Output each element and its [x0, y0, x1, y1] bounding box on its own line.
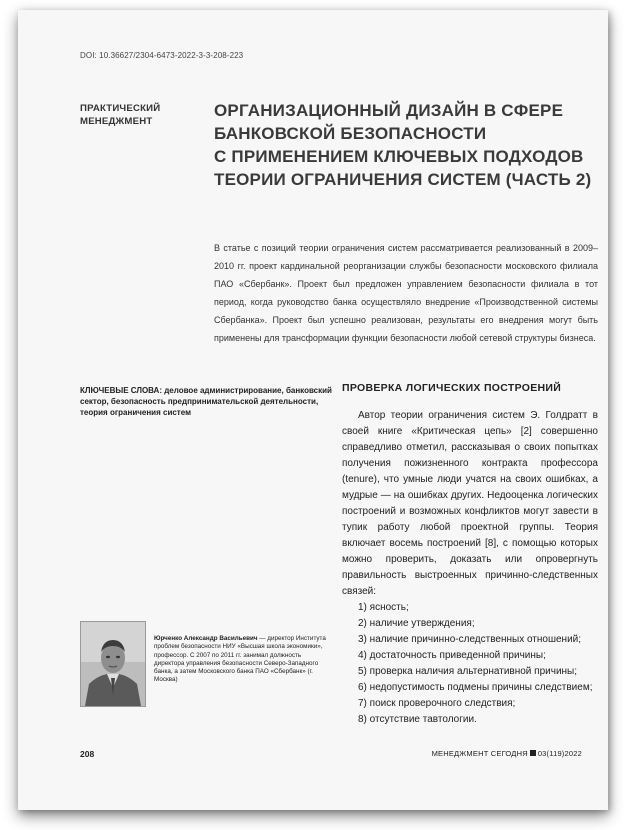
- body-paragraph: Автор теории ограничения систем Э. Голдратт в своей книге «Критическая цепь» [2] совершенно справедливо отметил, рассказывая о своих попытках получения пожизненного контракта профессора (tenure), что умные люди учатся на своих ошибках, а мудрые — на ошибках других. Недооценка логических построений и возможных конфликтов могут завести в тупик работу любой проектной группы. Теория включает восемь построений [8], с помощью которых можно проверить, доказать или опровергнуть правильность выстроенных причинно-следственных связей:: [342, 410, 598, 597]
- journal-name: МЕНЕДЖМЕНТ СЕГОДНЯ: [431, 749, 528, 758]
- list-item: 6) недопустимость подмены причины следствием;: [358, 682, 593, 693]
- author-portrait-icon: [81, 622, 145, 706]
- title-line: ТЕОРИИ ОГРАНИЧЕНИЯ СИСТЕМ (ЧАСТЬ 2): [214, 170, 592, 189]
- list-item: 7) поиск проверочного следствия;: [358, 698, 516, 709]
- article-title: [214, 99, 594, 191]
- square-separator-icon: [530, 750, 536, 756]
- journal-footer: [432, 749, 582, 758]
- keywords-label: КЛЮЧЕВЫЕ СЛОВА:: [80, 386, 162, 395]
- criteria-list: [342, 600, 598, 728]
- list-item: 3) наличие причинно-следственных отношений;: [358, 634, 582, 645]
- list-item: 5) проверка наличия альтернативной причины;: [358, 666, 578, 677]
- author-bio: [154, 635, 326, 685]
- abstract: [214, 239, 598, 347]
- author-photo: [80, 621, 146, 707]
- keywords-text: деловое администрирование, банковский сектор, безопасность предпринимательской деятельности, теория ограничения систем: [80, 386, 332, 417]
- body-text: [342, 408, 598, 728]
- title-line: С ПРИМЕНЕНИЕМ КЛЮЧЕВЫХ ПОДХОДОВ: [214, 147, 584, 166]
- title-line: ОРГАНИЗАЦИОННЫЙ ДИЗАЙН В СФЕРЕ: [214, 101, 564, 120]
- list-item: 1) ясность;: [358, 602, 409, 613]
- list-item: 4) достаточность приведенной причины;: [358, 650, 546, 661]
- journal-issue: 03(119)2022: [537, 749, 582, 758]
- abstract-text: В статье с позиций теории ограничения систем рассматривается реализованный в 2009–2010 гг. проект кардинальной реорганизации службы безопасности московского филиала ПАО «Сбербанк». Проект был предложен управлением безопасности филиала в тот период, когда руководство банка осуществляло внедрение «Производственной системы Сбербанка». Проект был успешно реализован, результаты его внедрения могут быть применены для трансформации функции безопасности любой сетевой структуры бизнеса.: [214, 243, 598, 343]
- section-label-line: ПРАКТИЧЕСКИЙ: [80, 103, 161, 114]
- doi-line: DOI: 10.36627/2304-6473-2022-3-3-208-223: [80, 51, 244, 60]
- author-bio-text: — директор Института проблем безопасности НИУ «Высшая школа экономики», профессор. С 2007 по 2011 гг. занимал должность директора управления безопасности Северо-Западного банка, а затем Московского банка ПАО «Сбербанк» (г. Москва): [154, 635, 326, 684]
- list-item: 8) отсутствие тавтологии.: [358, 714, 477, 725]
- list-item: 2) наличие утверждения;: [358, 618, 475, 629]
- author-name: Юрченко Александр Васильевич: [154, 635, 258, 642]
- section-label-line: МЕНЕДЖМЕНТ: [80, 116, 153, 127]
- title-line: БАНКОВСКОЙ БЕЗОПАСНОСТИ: [214, 124, 487, 143]
- page-number: 208: [80, 749, 95, 759]
- section-heading: ПРОВЕРКА ЛОГИЧЕСКИХ ПОСТРОЕНИЙ: [342, 382, 562, 394]
- keywords: [80, 385, 340, 418]
- journal-page: [18, 10, 608, 810]
- section-label: [80, 102, 190, 128]
